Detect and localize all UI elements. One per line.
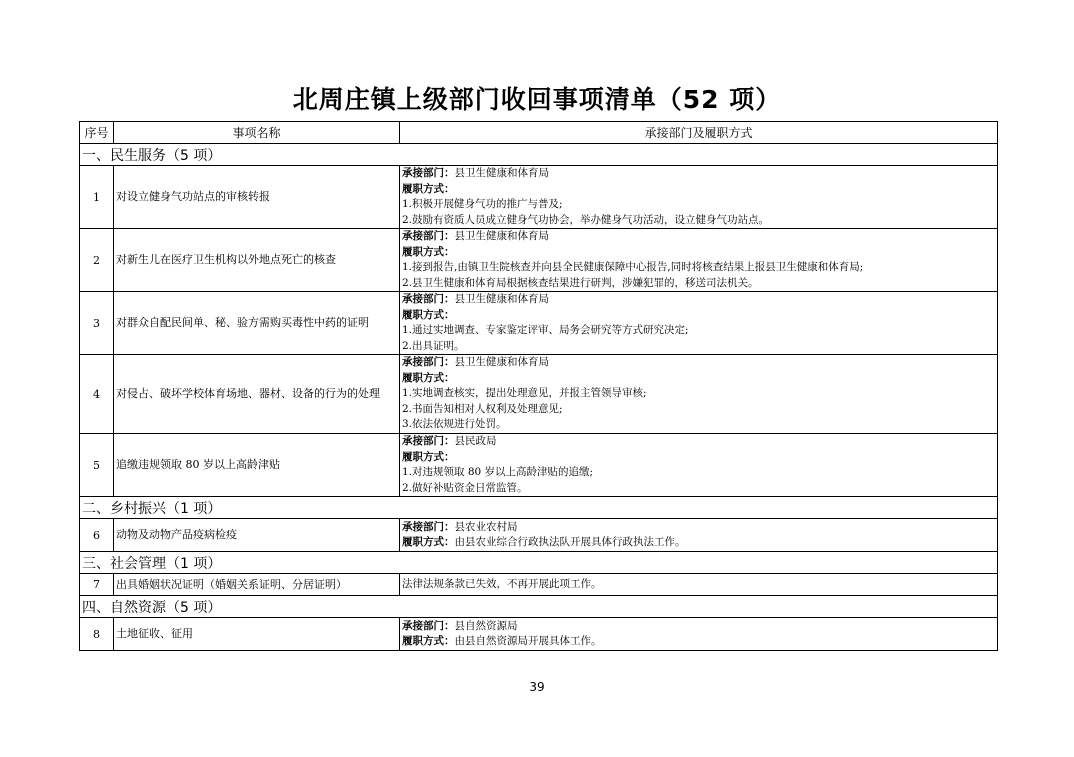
method-label: 履职方式 bbox=[402, 245, 444, 258]
table-row bbox=[80, 229, 998, 292]
method-value: 由县自然资源局开展具体工作。 bbox=[454, 635, 602, 647]
item-detail bbox=[400, 166, 998, 229]
item-detail bbox=[400, 434, 998, 497]
dept-value: 县自然资源局 bbox=[454, 619, 518, 632]
item-number: 3 bbox=[80, 292, 114, 355]
dept-value: 县民政局 bbox=[454, 435, 497, 447]
table-row bbox=[80, 355, 998, 434]
dept-colon: ： bbox=[444, 167, 455, 179]
item-detail bbox=[400, 292, 998, 355]
table-row bbox=[80, 166, 998, 229]
dept-colon: ： bbox=[444, 356, 455, 369]
item-detail: 法律法规条款已失效，不再开展此项工作。 bbox=[400, 574, 998, 596]
method-value: 由县农业综合行政执法队开展具体行政执法工作。 bbox=[454, 536, 686, 548]
items-table bbox=[79, 121, 998, 651]
method-colon: ： bbox=[444, 450, 455, 463]
section-row bbox=[80, 596, 998, 618]
item-detail bbox=[400, 229, 998, 292]
dept-label: 承接部门 bbox=[402, 293, 444, 305]
dept-colon: ： bbox=[444, 293, 455, 305]
item-detail bbox=[400, 618, 998, 651]
method-line: 1.积极开展健身气功的推广与普及; bbox=[402, 198, 563, 210]
method-label: 履职方式 bbox=[402, 308, 444, 321]
dept-label: 承接部门 bbox=[402, 520, 444, 533]
method-colon: ： bbox=[444, 536, 455, 548]
header-name: 事项名称 bbox=[114, 122, 400, 144]
item-detail bbox=[400, 355, 998, 434]
method-colon: ： bbox=[444, 308, 455, 321]
dept-label: 承接部门 bbox=[402, 356, 444, 369]
method-line: 1.接到报告,由镇卫生院核查并向县全民健康保障中心报告,同时将核查结果上报县卫生健康和体育局; bbox=[402, 261, 864, 273]
method-line: 2.做好补贴资金日常监管。 bbox=[402, 481, 528, 494]
dept-label: 承接部门 bbox=[402, 619, 444, 632]
item-number: 6 bbox=[80, 519, 114, 552]
item-number: 7 bbox=[80, 574, 114, 596]
dept-value: 县卫生健康和体育局 bbox=[454, 356, 549, 369]
item-name: 出具婚姻状况证明（婚姻关系证明、分居证明） bbox=[114, 574, 400, 596]
item-name: 对侵占、破坏学校体育场地、器材、设备的行为的处理 bbox=[114, 355, 400, 434]
item-number: 5 bbox=[80, 434, 114, 497]
item-name: 对群众自配民间单、秘、验方需购买毒性中药的证明 bbox=[114, 292, 400, 355]
method-line: 2.出具证明。 bbox=[402, 339, 465, 352]
table-row bbox=[80, 618, 998, 651]
dept-label: 承接部门 bbox=[402, 435, 444, 447]
method-line: 3.依法依规进行处罚。 bbox=[402, 418, 507, 431]
method-colon: ： bbox=[444, 371, 455, 384]
section-row bbox=[80, 552, 998, 574]
section-heading: 三、社会管理（1 项） bbox=[80, 552, 998, 574]
item-detail bbox=[400, 519, 998, 552]
item-number: 4 bbox=[80, 355, 114, 434]
method-line: 2.县卫生健康和体育局根据核查结果进行研判，涉嫌犯罪的，移送司法机关。 bbox=[402, 276, 759, 289]
section-row bbox=[80, 144, 998, 166]
section-heading: 四、自然资源（5 项） bbox=[80, 596, 998, 618]
method-line: 2.鼓励有资质人员成立健身气功协会，举办健身气功活动，设立健身气功站点。 bbox=[402, 213, 770, 226]
table-row bbox=[80, 292, 998, 355]
method-colon: ： bbox=[444, 635, 455, 647]
item-name: 追缴违规领取 80 岁以上高龄津贴 bbox=[114, 434, 400, 497]
dept-value: 县农业农村局 bbox=[454, 520, 518, 533]
item-name: 动物及动物产品疫病检疫 bbox=[114, 519, 400, 552]
method-line: 2.书面告知相对人权利及处理意见; bbox=[402, 402, 563, 415]
page-title: 北周庄镇上级部门收回事项清单（52 项） bbox=[292, 85, 782, 114]
header-dept: 承接部门及履职方式 bbox=[400, 122, 998, 144]
method-label: 履职方式 bbox=[402, 450, 444, 463]
item-number: 8 bbox=[80, 618, 114, 651]
method-line: 1.实地调查核实，提出处理意见，并报主管领导审核; bbox=[402, 387, 647, 400]
item-name: 土地征收、征用 bbox=[114, 618, 400, 651]
item-name: 对新生儿在医疗卫生机构以外地点死亡的核查 bbox=[114, 229, 400, 292]
item-number: 2 bbox=[80, 229, 114, 292]
dept-value: 县卫生健康和体育局 bbox=[454, 230, 549, 242]
dept-label: 承接部门 bbox=[402, 167, 444, 179]
method-colon: ： bbox=[444, 182, 455, 195]
item-name: 对设立健身气功站点的审核转报 bbox=[114, 166, 400, 229]
dept-value: 县卫生健康和体育局 bbox=[454, 167, 549, 179]
method-label: 履职方式 bbox=[402, 182, 444, 195]
method-line: 1.通过实地调查、专家鉴定评审、局务会研究等方式研究决定; bbox=[402, 324, 689, 336]
method-line: 1.对违规领取 80 岁以上高龄津贴的追缴; bbox=[402, 466, 594, 478]
section-heading: 一、民生服务（5 项） bbox=[80, 144, 998, 166]
dept-colon: ： bbox=[444, 619, 455, 632]
dept-colon: ： bbox=[444, 230, 455, 242]
dept-value: 县卫生健康和体育局 bbox=[454, 293, 549, 305]
section-row bbox=[80, 497, 998, 519]
method-colon: ： bbox=[444, 245, 455, 258]
table-row bbox=[80, 574, 998, 596]
page-number: 39 bbox=[529, 680, 545, 694]
section-heading: 二、乡村振兴（1 项） bbox=[80, 497, 998, 519]
header-seq: 序号 bbox=[80, 122, 114, 144]
method-label: 履职方式 bbox=[402, 536, 444, 548]
table-header-row bbox=[80, 122, 998, 144]
dept-colon: ： bbox=[444, 435, 455, 447]
table-row bbox=[80, 434, 998, 497]
table-row bbox=[80, 519, 998, 552]
method-label: 履职方式 bbox=[402, 635, 444, 647]
dept-label: 承接部门 bbox=[402, 230, 444, 242]
item-number: 1 bbox=[80, 166, 114, 229]
method-label: 履职方式 bbox=[402, 371, 444, 384]
dept-colon: ： bbox=[444, 520, 455, 533]
